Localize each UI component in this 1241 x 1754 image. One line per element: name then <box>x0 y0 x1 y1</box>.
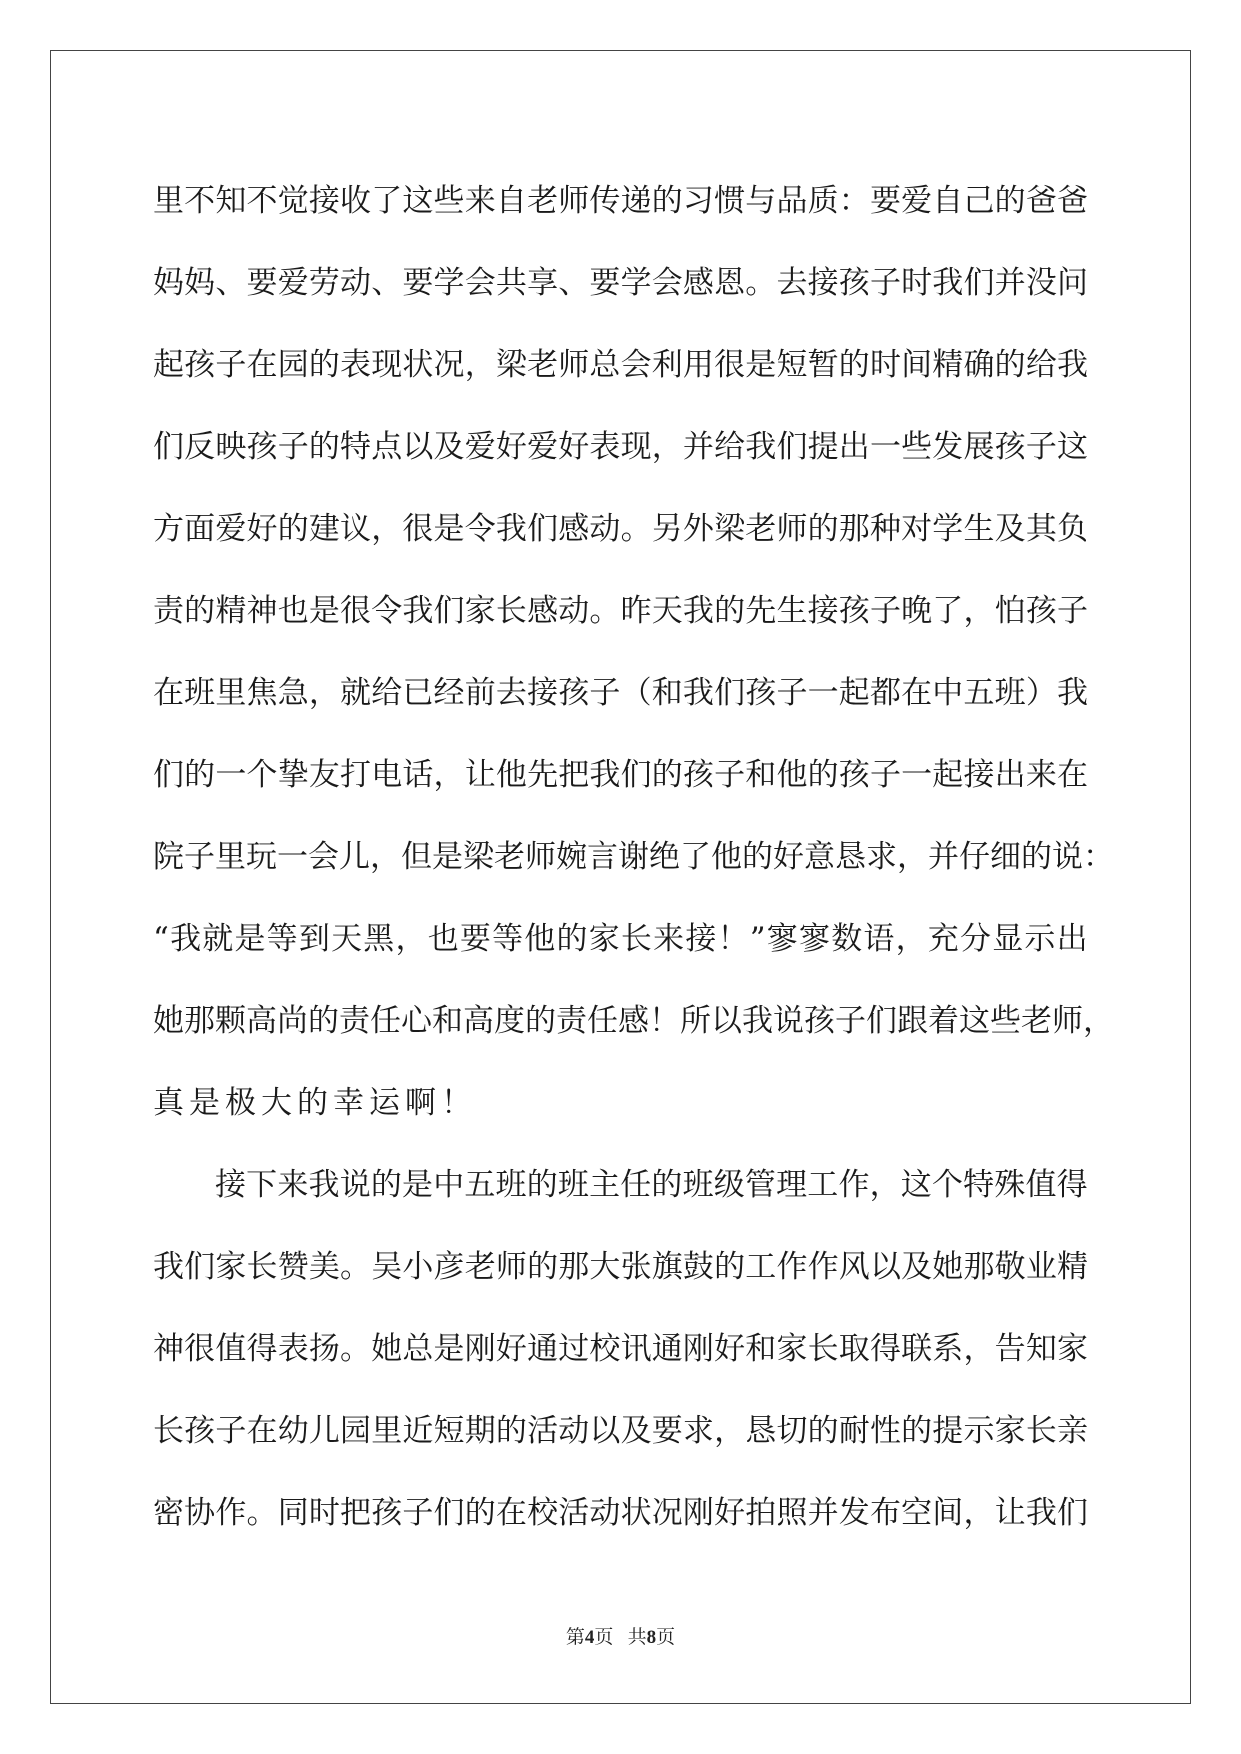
paragraph <box>153 160 1114 1144</box>
text-line: 密 协 作 。 同 时 把 孩 子 们 的 在 校 活 动 状 况 刚 好 拍 照 并 发 布 空 间 ， 让 我 们 <box>153 1495 1088 1531</box>
text-line: 里 不 知 不 觉 接 收 了 这 些 来 自 老 师 传 递 的 习 惯 与 品 质 ： 要 爱 自 己 的 爸 爸 <box>153 183 1088 219</box>
paragraph <box>153 1144 1088 1554</box>
text-line: 真是极大的幸运啊！ <box>153 1085 477 1121</box>
text-line: 责 的 精 神 也 是 很 令 我 们 家 长 感 动 。 昨 天 我 的 先 生 接 孩 子 晚 了 ， 怕 孩 子 <box>153 593 1088 629</box>
footer-total-prefix: 共 <box>627 1627 647 1648</box>
text-line: 妈 妈 、 要 爱 劳 动 、 要 学 会 共 享 、 要 学 会 感 恩 。 去 接 孩 子 时 我 们 并 没 问 <box>153 265 1088 301</box>
text-line: 接 下 来 我 说 的 是 中 五 班 的 班 主 任 的 班 级 管 理 工 作 ， 这 个 特 殊 值 得 <box>215 1167 1088 1203</box>
text-line: 方 面 爱 好 的 建 议 ， 很 是 令 我 们 感 动 。 另 外 梁 老 师 的 那 种 对 学 生 及 其 负 <box>153 511 1088 547</box>
text-line: 起 孩 子 在 园 的 表 现 状 况 ， 梁 老 师 总 会 利 用 很 是 短 暂 的 时 间 精 确 的 给 我 <box>153 347 1088 383</box>
total-pages-number: 8 <box>646 1627 657 1648</box>
footer-prefix: 第 <box>565 1627 585 1648</box>
text-line: 们 的 一 个 挚 友 打 电 话 ， 让 他 先 把 我 们 的 孩 子 和 他 的 孩 子 一 起 接 出 来 在 <box>153 757 1088 793</box>
text-line: 她 那 颗 高 尚 的 责 任 心 和 高 度 的 责 任 感 ！ 所 以 我 说 孩 子 们 跟 着 这 些 老 师 ， <box>153 1003 1114 1039</box>
text-line: 神 很 值 得 表 扬 。 她 总 是 刚 好 通 过 校 讯 通 刚 好 和 家 长 取 得 联 系 ， 告 知 家 <box>153 1331 1088 1367</box>
text-line: 院 子 里 玩 一 会 儿 ， 但 是 梁 老 师 婉 言 谢 绝 了 他 的 好 意 恳 求 ， 并 仔 细 的 说 ： <box>153 839 1114 875</box>
footer-page-unit: 页 <box>594 1627 614 1648</box>
text-line: 在 班 里 焦 急 ， 就 给 已 经 前 去 接 孩 子 （ 和 我 们 孩 子 一 起 都 在 中 五 班 ） 我 <box>153 675 1088 711</box>
footer-total-unit: 页 <box>656 1627 676 1648</box>
page-footer <box>0 1622 1241 1649</box>
text-line: 我 们 家 长 赞 美 。 吴 小 彦 老 师 的 那 大 张 旗 鼓 的 工 作 作 风 以 及 她 那 敬 业 精 <box>153 1249 1088 1285</box>
current-page-number: 4 <box>584 1627 595 1648</box>
text-line: 长 孩 子 在 幼 儿 园 里 近 短 期 的 活 动 以 及 要 求 ， 恳 切 的 耐 性 的 提 示 家 长 亲 <box>153 1413 1088 1449</box>
text-line: 们 反 映 孩 子 的 特 点 以 及 爱 好 爱 好 表 现 ， 并 给 我 们 提 出 一 些 发 展 孩 子 这 <box>153 429 1088 465</box>
text-line: “ 我 就 是 等 到 天 黑 ， 也 要 等 他 的 家 长 来 接 ！ ” 寥 寥 数 语 ， 充 分 显 示 出 <box>153 921 1088 957</box>
document-body <box>153 160 1114 1554</box>
